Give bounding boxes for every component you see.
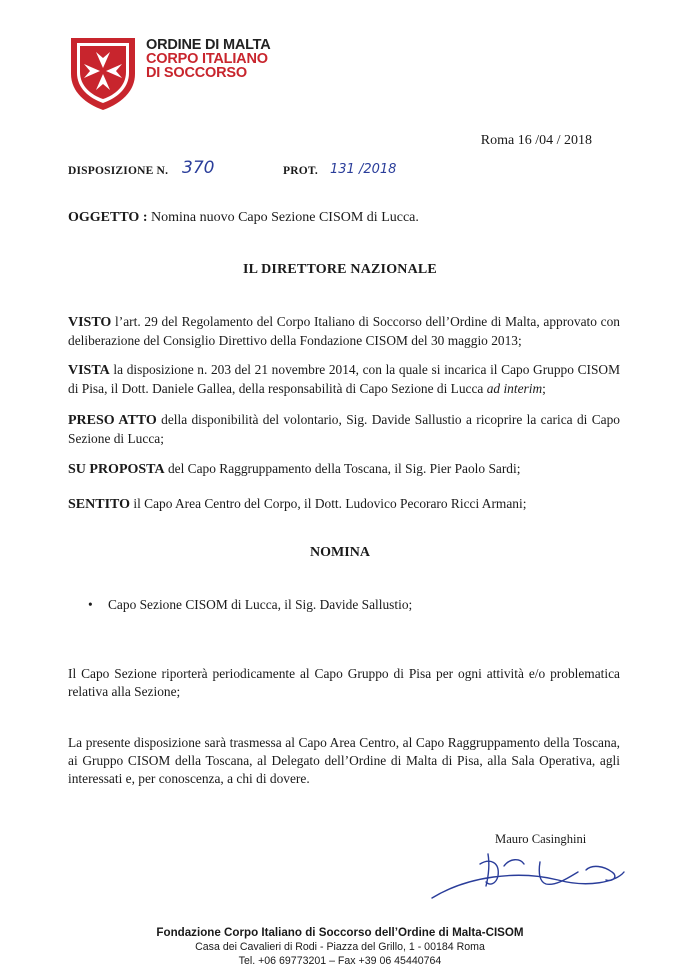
paragraph-text: l’art. 29 del Regolamento del Corpo Italiano di Soccorso dell’Ordine di Malta, approvato con deliberazione del Consiglio Direttivo della Fondazione CISOM del 30 maggio 2013; <box>68 314 620 348</box>
document-title: IL DIRETTORE NAZIONALE <box>243 262 437 277</box>
handwritten-signature <box>428 842 628 908</box>
paragraph-tail: ; <box>542 381 546 396</box>
signer-name: Mauro Casinghini <box>495 832 587 846</box>
footer-org-name: Fondazione Corpo Italiano di Soccorso dell’Ordine di Malta-CISOM <box>156 926 524 939</box>
paragraph-vista <box>68 361 620 398</box>
org-name-line1: ORDINE DI MALTA <box>146 37 271 53</box>
subject-text: Nomina nuovo Capo Sezione CISOM di Lucca. <box>147 210 419 225</box>
paragraph-su-proposta <box>68 460 620 479</box>
closing-paragraph-1: Il Capo Sezione riporterà periodicamente al Capo Gruppo di Pisa per ogni attività e/o problematica relativa alla Sezione; <box>68 666 620 699</box>
paragraph-lead: VISTO <box>68 315 112 330</box>
subject-line <box>68 210 419 226</box>
paragraph-text: il Capo Area Centro del Corpo, il Dott. Ludovico Pecoraro Ricci Armani; <box>130 496 527 511</box>
bullet-icon: • <box>88 597 93 612</box>
org-name-line2: CORPO ITALIANO <box>146 51 268 67</box>
paragraph-text: la disposizione n. 203 del 21 novembre 2014, con la quale si incarica il Capo Gruppo CISOM di Pisa, il Dott. Daniele Gallea, della responsabilità di Capo Sezione di Lucca <box>68 362 620 396</box>
nomina-bullet-text: Capo Sezione CISOM di Lucca, il Sig. Davide Sallustio; <box>108 597 413 612</box>
paragraph-lead: PRESO ATTO <box>68 413 157 428</box>
subject-label: OGGETTO : <box>68 210 148 225</box>
paragraph-lead: SU PROPOSTA <box>68 462 165 477</box>
paragraph-lead: SENTITO <box>68 497 130 512</box>
footer-address: Casa dei Cavalieri di Rodi - Piazza del Grillo, 1 - 00184 Roma <box>195 941 485 953</box>
paragraph-text: del Capo Raggruppamento della Toscana, il Sig. Pier Paolo Sardi; <box>164 461 521 476</box>
paragraph-visto <box>68 313 620 350</box>
paragraph-lead: VISTA <box>68 363 110 378</box>
nomina-heading: NOMINA <box>310 545 370 560</box>
paragraph-preso-atto <box>68 411 620 448</box>
disposition-label: DISPOSIZIONE N. <box>68 165 169 177</box>
paragraph-sentito <box>68 495 620 514</box>
paragraph-text: della disponibilità del volontario, Sig. Davide Sallustio a ricoprire la carica di Capo Sezione di Lucca; <box>68 412 620 446</box>
protocol-number: 131 /2018 <box>330 162 397 177</box>
org-name-line3: DI SOCCORSO <box>146 65 247 81</box>
order-of-malta-logo <box>68 36 138 112</box>
footer-contacts: Tel. +06 69773201 – Fax +39 06 45440764 <box>238 955 442 967</box>
paragraph-italic: ad interim <box>486 381 543 396</box>
closing-paragraph-2: La presente disposizione sarà trasmessa al Capo Area Centro, al Capo Raggruppamento della Toscana, ai Gruppo CISOM della Toscana, al Delegato dell’Ordine di Malta di Pisa, alla Sala Operativa, agli interessati e, per conoscenza, a chi di dovere. <box>68 735 620 786</box>
document-date: Roma 16 /04 / 2018 <box>480 133 592 148</box>
disposition-number: 370 <box>182 158 215 178</box>
protocol-label: PROT. <box>283 165 318 177</box>
